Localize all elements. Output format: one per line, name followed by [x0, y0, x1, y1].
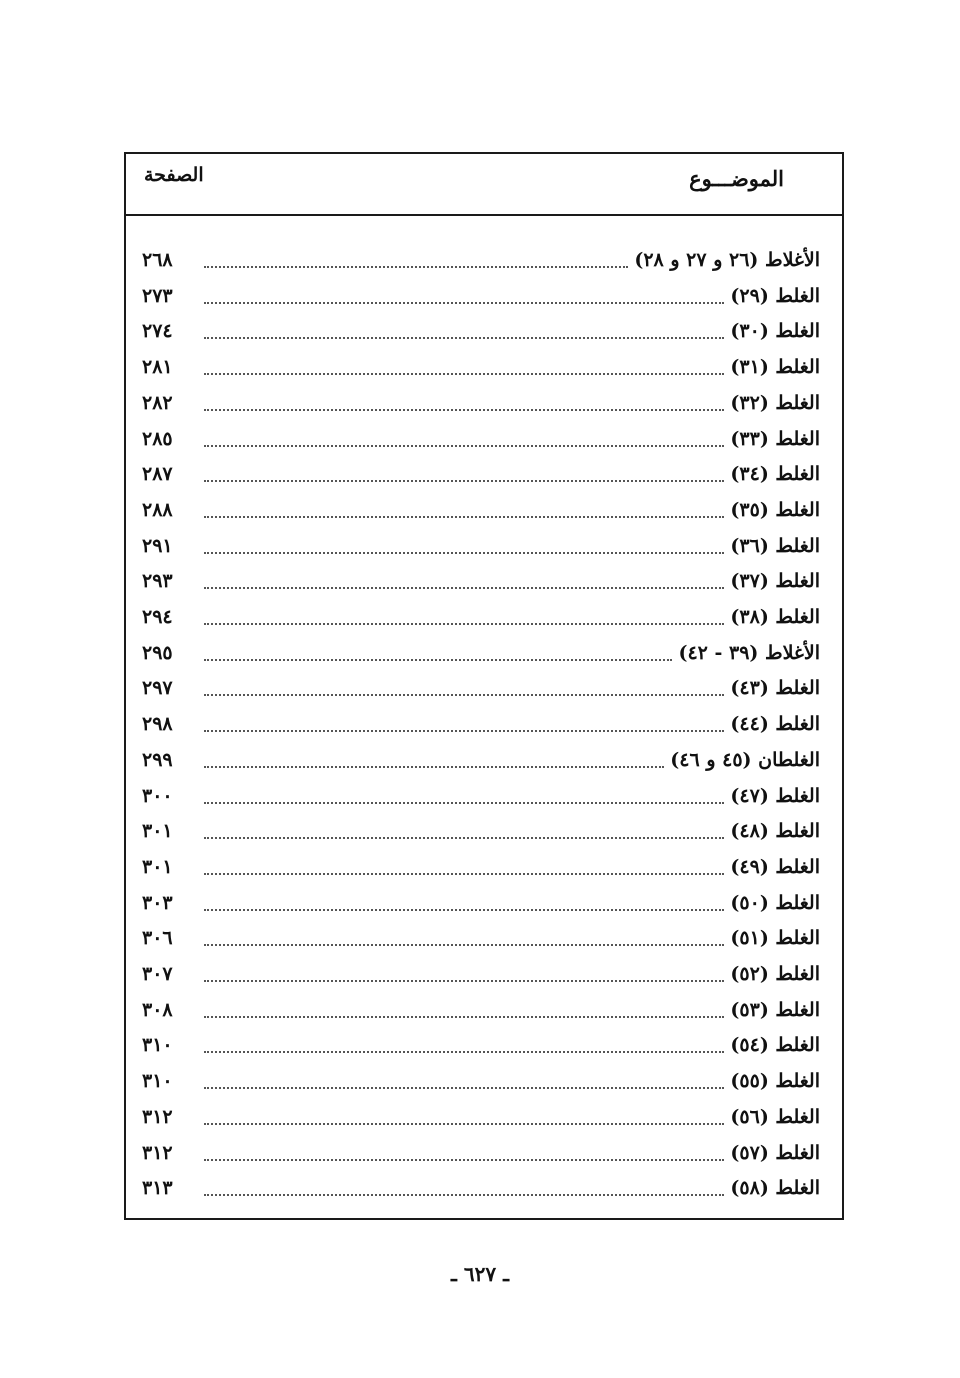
- toc-entry-page: ٢٧٣: [142, 284, 173, 307]
- toc-entry-title: الغلط (٣٠): [730, 320, 820, 343]
- page-column-heading: الصفحة: [144, 164, 204, 186]
- toc-entry: [126, 742, 842, 778]
- toc-entry-page: ٣٠٠: [142, 784, 173, 807]
- dot-leader: [204, 409, 724, 411]
- toc-entry: [126, 706, 842, 742]
- toc-entry: [126, 885, 842, 921]
- dot-leader: [204, 587, 724, 589]
- toc-entry: [126, 1027, 842, 1063]
- toc-entry-title: الغلط (٣٥): [730, 498, 820, 521]
- toc-entry: [126, 456, 842, 492]
- toc-entry-page: ٣٠٧: [142, 963, 173, 985]
- toc-entry-title: الغلط (٣٨): [730, 606, 820, 628]
- toc-entry-title: الغلط (٣٧): [730, 570, 820, 593]
- toc-entry-page: ٣٠١: [142, 820, 173, 843]
- dot-leader: [204, 552, 724, 554]
- dot-leader: [204, 516, 724, 518]
- toc-entry-page: ٣١٢: [142, 1141, 173, 1164]
- toc-entry: [126, 920, 842, 956]
- toc-entry-page: ٢٩٨: [142, 713, 173, 736]
- toc-entry-title: الغلط (٥٥): [730, 1070, 820, 1093]
- toc-entry-title: الأغلاط (٢٦ و ٢٧ و ٢٨): [634, 249, 820, 271]
- dot-leader: [204, 302, 724, 304]
- dot-leader: [204, 1159, 724, 1161]
- toc-entry-page: ٣١٣: [142, 1177, 173, 1200]
- dot-leader: [204, 266, 628, 268]
- toc-entry-title: الغلط (٣١): [730, 356, 820, 379]
- toc-entry-title: الغلط (٢٩): [730, 284, 820, 307]
- toc-entry: [126, 670, 842, 706]
- dot-leader: [204, 1123, 724, 1125]
- toc-entry-title: الغلط (٣٤): [730, 463, 820, 486]
- toc-entry-title: الغلط (٤٧): [730, 784, 820, 807]
- toc-entry-title: الغلطان (٤٥ و ٤٦): [670, 748, 820, 771]
- dot-leader: [204, 694, 724, 696]
- toc-entry-title: الغلط (٥٦): [730, 1105, 820, 1128]
- toc-header: [126, 154, 842, 216]
- page-number: ـ ٦٢٧ ـ: [451, 1262, 509, 1286]
- dot-leader: [204, 766, 664, 768]
- toc-entry-page: ٢٨٢: [142, 391, 173, 414]
- dot-leader: [204, 373, 724, 375]
- toc-entry-page: ٣٠١: [142, 855, 173, 878]
- toc-entry: [126, 1170, 842, 1206]
- dot-leader: [204, 1087, 724, 1089]
- dot-leader: [204, 730, 724, 732]
- toc-entry: [126, 956, 842, 992]
- toc-entry-page: ٣١٢: [142, 1105, 173, 1128]
- toc-entry-page: ٢٩٤: [142, 606, 173, 628]
- dot-leader: [204, 337, 724, 339]
- toc-entry-title: الغلط (٤٣): [730, 677, 820, 700]
- toc-entry-page: ٢٩١: [142, 534, 173, 557]
- toc-entry: [126, 278, 842, 314]
- toc-entry: [126, 1063, 842, 1099]
- toc-entry-title: الغلط (٣٢): [730, 391, 820, 414]
- dot-leader: [204, 623, 724, 625]
- toc-entry-page: ٢٩٥: [142, 641, 173, 664]
- toc-entry-title: الغلط (٤٨): [730, 820, 820, 843]
- toc-entry: [126, 242, 842, 278]
- toc-entry-page: ٢٨٨: [142, 498, 173, 521]
- dot-leader: [204, 480, 724, 482]
- toc-entry-page: ٢٨٧: [142, 463, 173, 486]
- toc-entry-page: ٣٠٣: [142, 891, 173, 914]
- dot-leader: [204, 909, 724, 911]
- toc-entry: [126, 635, 842, 671]
- topic-column-heading: الموضـــوع: [689, 166, 784, 191]
- toc-entry: [126, 778, 842, 814]
- toc-entry: [126, 313, 842, 349]
- toc-entry-title: الغلط (٣٣): [730, 427, 820, 450]
- toc-entry: [126, 385, 842, 421]
- dot-leader: [204, 980, 724, 982]
- toc-entry-title: الغلط (٣٦): [730, 534, 820, 557]
- toc-entry-title: الغلط (٥٣): [730, 998, 820, 1021]
- toc-entry: [126, 528, 842, 564]
- dot-leader: [204, 445, 724, 447]
- toc-entry-title: الغلط (٥٤): [730, 1034, 820, 1057]
- dot-leader: [204, 1016, 724, 1018]
- toc-entry-page: ٢٩٩: [142, 748, 173, 771]
- toc-entry-title: الغلط (٤٩): [730, 855, 820, 878]
- toc-entry-title: الأغلاط (٣٩ - ٤٢): [678, 641, 820, 664]
- toc-entry-page: ٢٧٤: [142, 320, 173, 343]
- toc-entry-page: ٢٦٨: [142, 249, 173, 271]
- dot-leader: [204, 944, 724, 946]
- toc-entry-title: الغلط (٥٧): [730, 1141, 820, 1164]
- table-of-contents-frame: [124, 152, 844, 1220]
- dot-leader: [204, 1051, 724, 1053]
- toc-entry-title: الغلط (٥٨): [730, 1177, 820, 1200]
- dot-leader: [204, 802, 724, 804]
- toc-entry: [126, 813, 842, 849]
- toc-entry: [126, 849, 842, 885]
- toc-entry-title: الغلط (٥٢): [730, 963, 820, 985]
- toc-entry: [126, 563, 842, 599]
- toc-entry: [126, 1099, 842, 1135]
- toc-entry: [126, 599, 842, 635]
- toc-entry-page: ٢٩٣: [142, 570, 173, 593]
- toc-entry: [126, 992, 842, 1028]
- toc-entry-page: ٢٨١: [142, 356, 173, 379]
- toc-entry-title: الغلط (٥٠): [730, 891, 820, 914]
- toc-entry: [126, 492, 842, 528]
- toc-entry-title: الغلط (٥١): [730, 927, 820, 950]
- toc-entry-page: ٢٨٥: [142, 427, 173, 450]
- dot-leader: [204, 873, 724, 875]
- toc-entry: [126, 1135, 842, 1171]
- dot-leader: [204, 1194, 724, 1196]
- toc-entry: [126, 421, 842, 457]
- toc-entry-page: ٣٠٦: [142, 927, 173, 950]
- toc-entry-title: الغلط (٤٤): [730, 713, 820, 736]
- dot-leader: [204, 837, 724, 839]
- dot-leader: [204, 659, 672, 661]
- toc-entry-page: ٢٩٧: [142, 677, 173, 700]
- toc-entry: [126, 349, 842, 385]
- toc-entry-page: ٣٠٨: [142, 998, 173, 1021]
- toc-entry-page: ٣١٠: [142, 1070, 173, 1093]
- toc-entry-page: ٣١٠: [142, 1034, 173, 1057]
